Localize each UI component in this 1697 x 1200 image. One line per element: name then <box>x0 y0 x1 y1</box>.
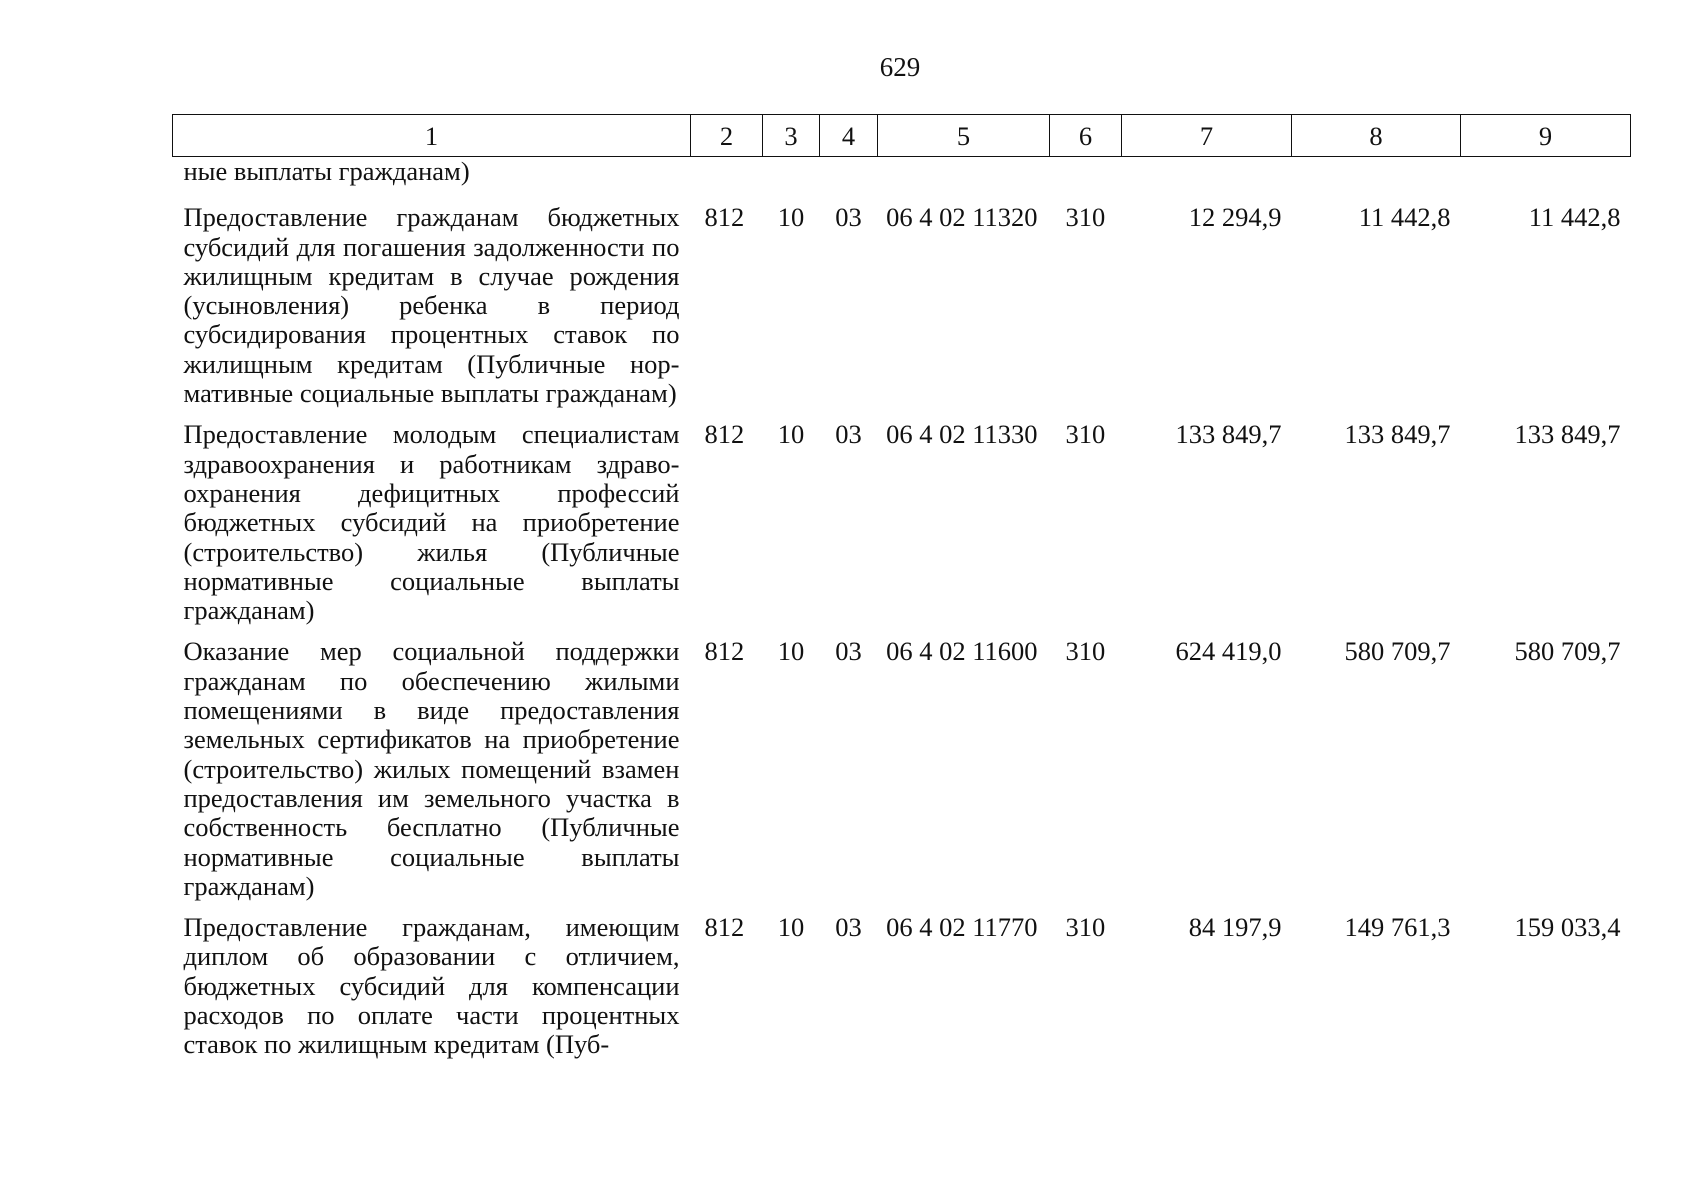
header-col-9: 9 <box>1461 115 1631 157</box>
header-col-1: 1 <box>173 115 691 157</box>
header-col-5: 5 <box>878 115 1050 157</box>
row-description: Предоставление гражданам, имеющим диплом об образовании с отличием, бюджетных субсидий для компенсации расходов по оплате части процентных ставок по жилищным кредитам (Пуб- <box>183 912 680 1060</box>
header-col-2: 2 <box>691 115 763 157</box>
header-col-3: 3 <box>763 115 820 157</box>
header-col-7: 7 <box>1122 115 1292 157</box>
table-body <box>173 157 1631 1072</box>
row-expense-type: 310 <box>1065 202 1106 233</box>
header-col-6: 6 <box>1050 115 1122 157</box>
header-col-4: 4 <box>820 115 878 157</box>
row-target-article: 06 4 02 11320 <box>886 202 1038 233</box>
row-amount-1: 624 419,0 <box>1175 636 1282 667</box>
row-description: Предоставление гражданам бюджетных субсидий для погашения задолженности по жилищным кредитам в случае рождения (усыновления) ребенка в период субсидирования процентных ставок по жилищным кредитам (Публичные нормативные социальные выплаты гражданам) <box>183 202 680 409</box>
row-amount-1: 133 849,7 <box>1175 419 1282 450</box>
row-amount-3: 159 033,4 <box>1514 912 1621 943</box>
row-description: Предоставление молодым специалистам здравоохранения и работникам здравоохранения дефицитных профессий бюджетных субсидий на приобретение (строительство) жилья (Публичные нормативные социальные выплаты гражданам) <box>183 419 680 626</box>
row-subsection: 03 <box>835 912 862 943</box>
row-amount-2: 11 442,8 <box>1358 202 1451 233</box>
table-header <box>173 115 1631 157</box>
row-amount-2: 133 849,7 <box>1344 419 1451 450</box>
row-grbs: 812 <box>704 912 745 943</box>
row-expense-type: 310 <box>1065 419 1106 450</box>
row-amount-3: 133 849,7 <box>1514 419 1621 450</box>
row-subsection: 03 <box>835 636 862 667</box>
continuation-text: ные выплаты гражданам) <box>183 156 470 186</box>
table-row <box>173 637 1631 913</box>
row-section: 10 <box>777 636 805 667</box>
row-target-article: 06 4 02 11770 <box>886 912 1038 943</box>
row-section: 10 <box>777 202 805 233</box>
row-subsection: 03 <box>835 419 862 450</box>
row-amount-1: 12 294,9 <box>1188 202 1282 233</box>
table-row <box>173 420 1631 637</box>
continuation-row <box>173 157 1631 204</box>
row-subsection: 03 <box>835 202 862 233</box>
budget-table <box>172 114 1631 1072</box>
row-amount-3: 580 709,7 <box>1514 636 1621 667</box>
row-grbs: 812 <box>704 202 745 233</box>
row-grbs: 812 <box>704 419 745 450</box>
row-expense-type: 310 <box>1065 912 1106 943</box>
row-description: Оказание мер социальной поддержки гражданам по обеспечению жилыми помещениями в виде предоставления земельных сертификатов на приобретение (строительство) жилых помещений взамен предоставления им земельного участка в собственность бесплатно (Публичные нормативные социальные выплаты гражданам) <box>183 636 680 901</box>
page-number: 629 <box>879 52 921 82</box>
header-col-8: 8 <box>1292 115 1461 157</box>
row-section: 10 <box>777 419 805 450</box>
row-amount-2: 149 761,3 <box>1344 912 1451 943</box>
row-amount-1: 84 197,9 <box>1188 912 1282 943</box>
table-row <box>173 913 1631 1071</box>
row-target-article: 06 4 02 11600 <box>886 636 1038 667</box>
row-section: 10 <box>777 912 805 943</box>
header-row <box>173 115 1631 157</box>
row-grbs: 812 <box>704 636 745 667</box>
row-expense-type: 310 <box>1065 636 1106 667</box>
row-target-article: 06 4 02 11330 <box>886 419 1038 450</box>
row-amount-3: 11 442,8 <box>1528 202 1621 233</box>
row-amount-2: 580 709,7 <box>1344 636 1451 667</box>
table-row <box>173 203 1631 420</box>
